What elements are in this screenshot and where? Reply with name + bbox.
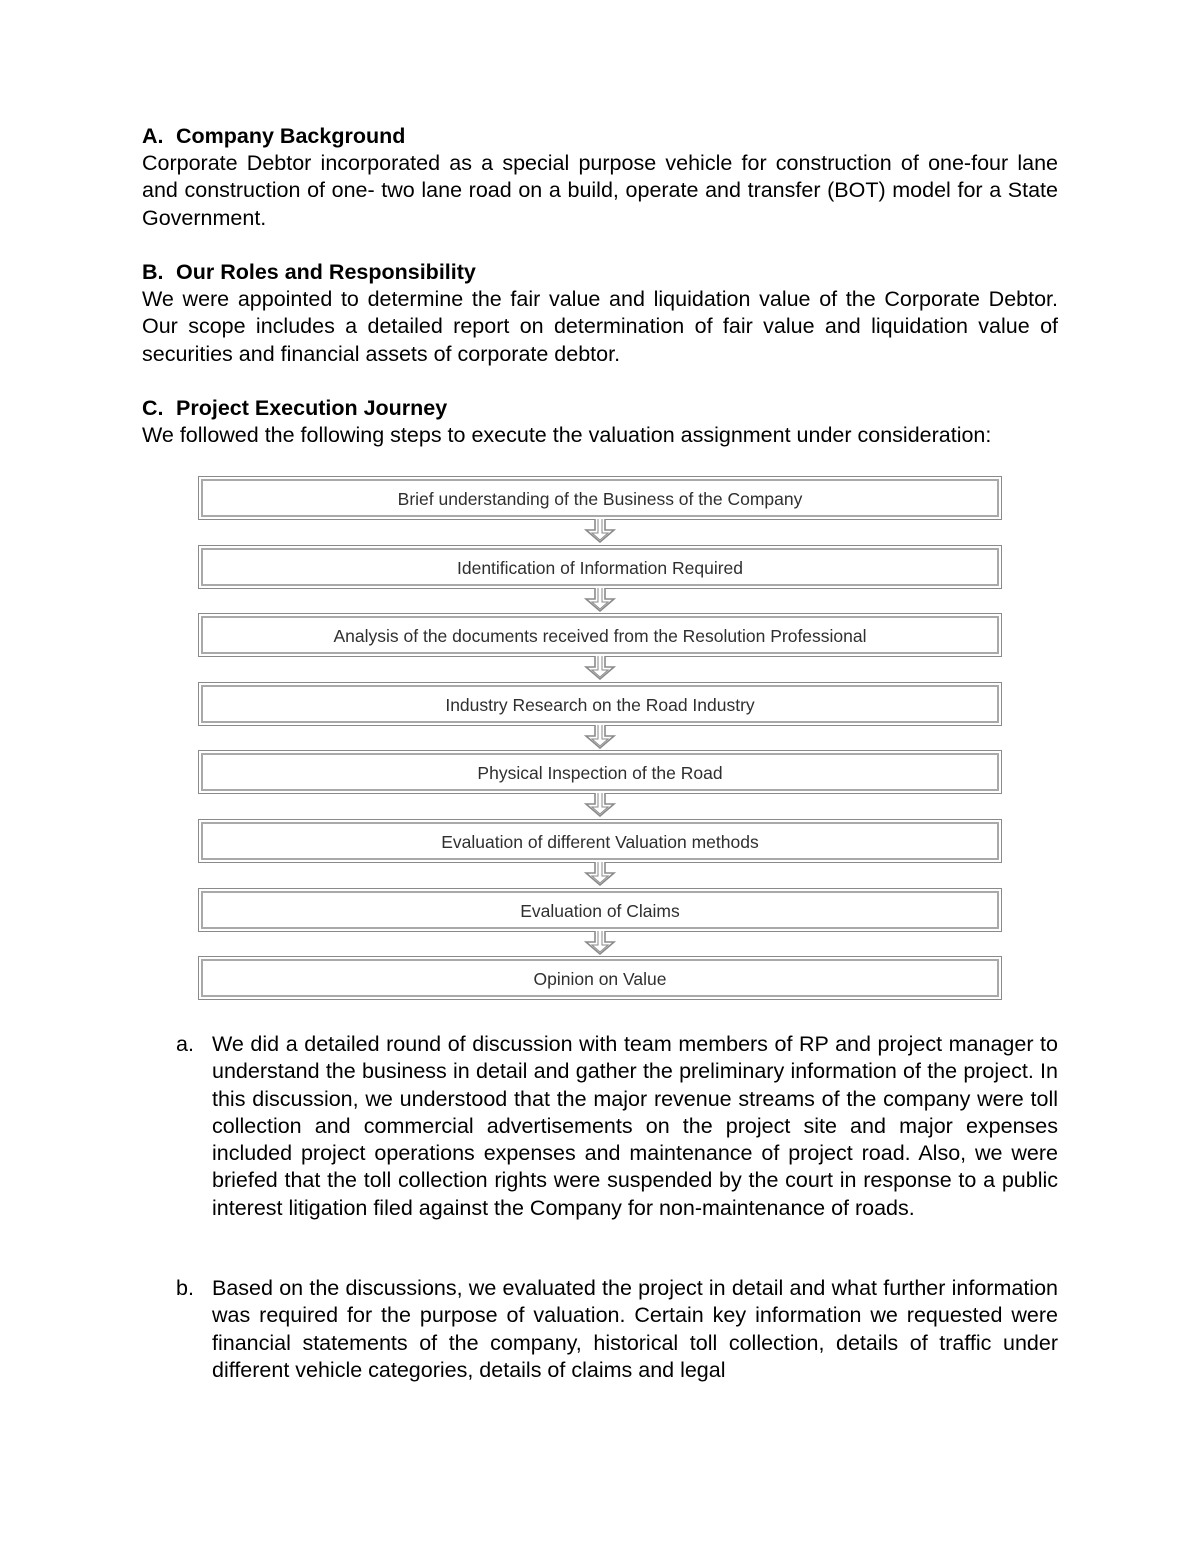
section-title: Project Execution Journey: [176, 396, 448, 420]
down-arrow-icon: [584, 519, 616, 543]
list-item-text: We did a detailed round of discussion with team members of RP and project manager to understand the business in detail and gather the preliminary information of the project. In this discussion, we understood that the major revenue streams of the company were toll collection and commercial advertisements on the project site and major expenses included project operations expenses and maintenance of project road. Also, we were briefed that the toll collection rights were suspended by the court in response to a public interest litigation filed against the Company for non-maintenance of roads.: [212, 1032, 1058, 1220]
list-marker: a.: [176, 1032, 194, 1056]
flow-step-box: [198, 682, 1002, 726]
flow-step-box: [198, 888, 1002, 932]
section-letter: A.: [142, 124, 164, 148]
section-paragraph: Corporate Debtor incorporated as a special purpose vehicle for construction of one-four lane and construction of one- two lane road on a build, operate and transfer (BOT) model for a State Government.: [142, 151, 1058, 230]
flow-step-label: Brief understanding of the Business of the Company: [397, 489, 803, 509]
down-arrow-icon: [584, 588, 616, 612]
flow-step-label: Evaluation of Claims: [520, 901, 680, 921]
flow-step-box: [198, 956, 1002, 1000]
flow-step-box: [198, 545, 1002, 589]
down-arrow-icon: [584, 862, 616, 886]
section-company-background: [142, 123, 1058, 232]
flow-step-box: [198, 750, 1002, 794]
section-project-execution: [142, 395, 1058, 449]
flow-step-label: Physical Inspection of the Road: [477, 763, 723, 783]
flow-step-label: Industry Research on the Road Industry: [445, 695, 755, 715]
flow-step-label: Identification of Information Required: [457, 558, 743, 578]
section-heading: [142, 395, 1058, 422]
flow-step-label: Analysis of the documents received from the Resolution Professional: [333, 626, 867, 646]
down-arrow-icon: [584, 656, 616, 680]
down-arrow-icon: [584, 725, 616, 749]
flow-step-box: [198, 476, 1002, 520]
flow-step-box: [198, 819, 1002, 863]
section-paragraph: We followed the following steps to execute the valuation assignment under consideration:: [142, 423, 992, 447]
section-heading: [142, 123, 1058, 150]
list-item: [176, 1031, 1058, 1222]
section-letter: B.: [142, 260, 164, 284]
flow-step-box: [198, 613, 1002, 657]
section-roles-responsibility: [142, 259, 1058, 368]
section-title: Our Roles and Responsibility: [176, 260, 476, 284]
flow-step-label: Evaluation of different Valuation methods: [441, 832, 759, 852]
list-marker: b.: [176, 1276, 194, 1300]
section-letter: C.: [142, 396, 164, 420]
list-item-text: Based on the discussions, we evaluated the project in detail and what further information was required for the purpose of valuation. Certain key information we requested were financial statements of the company, historical toll collection, details of traffic under different vehicle categories, details of claims and legal: [212, 1276, 1058, 1382]
flow-step-label: Opinion on Value: [533, 969, 667, 989]
down-arrow-icon: [584, 931, 616, 955]
section-paragraph: We were appointed to determine the fair value and liquidation value of the Corporate Debtor. Our scope includes a detailed report on determination of fair value and liquidation value of securities and financial assets of corporate debtor.: [142, 287, 1058, 366]
list-item: [176, 1275, 1058, 1384]
down-arrow-icon: [584, 793, 616, 817]
section-title: Company Background: [176, 124, 406, 148]
section-heading: [142, 259, 1058, 286]
